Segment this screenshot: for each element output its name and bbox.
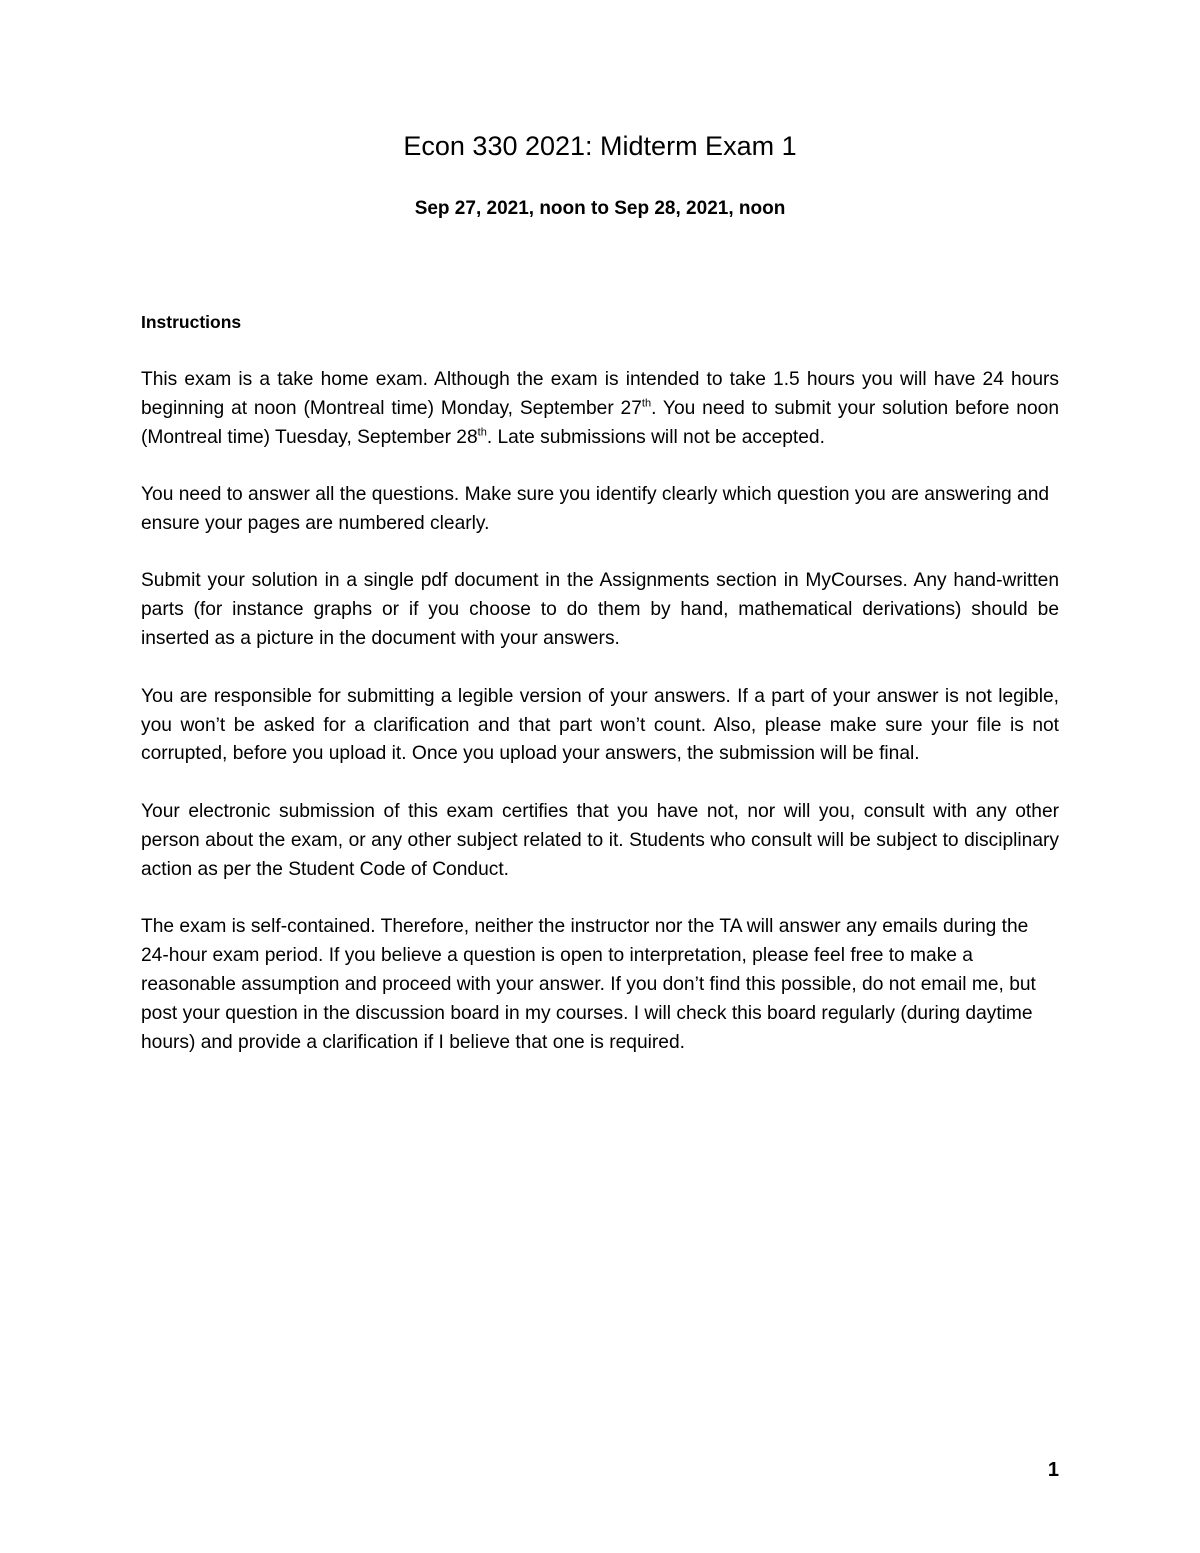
paragraph-take-home-part-b: . You need to submit your solution before noon (Montreal time) Tuesday, September 28	[141, 397, 1059, 448]
instructions-heading: Instructions	[141, 312, 242, 332]
paragraph-submission: Submit your solution in a single pdf document in the Assignments section in MyCourses. Any hand-written parts (for instance graphs or if you choose to do them by hand, mathematical derivations) should be inserted as a picture in the document with your answers.	[141, 570, 1059, 650]
paragraph-answer-all: You need to answer all the questions. Make sure you identify clearly which question you are answering and ensure your pages are numbered clearly.	[141, 484, 1050, 535]
paragraph-self-contained: The exam is self-contained. Therefore, neither the instructor nor the TA will answer any emails during the 24-hour exam period. If you believe a question is open to interpretation, please feel free to make a reasonable assumption and proceed with your answer. If you don’t find this possible, do not email me, but post your question in the discussion board in my courses. I will check this board regularly (during daytime hours) and provide a clarification if I believe that one is required.	[141, 916, 1036, 1053]
document-title: Econ 330 2021: Midterm Exam 1	[403, 131, 797, 161]
paragraph-take-home-part-a: This exam is a take home exam. Although the exam is intended to take 1.5 hours you will have 24 hours beginning at noon (Montreal time) Monday, September 27	[141, 368, 1059, 419]
exam-period: Sep 27, 2021, noon to Sep 28, 2021, noon	[414, 198, 786, 219]
page-number: 1	[1047, 1459, 1059, 1481]
paragraph-legibility: You are responsible for submitting a legible version of your answers. If a part of your answer is not legible, you won’t be asked for a clarification and that part won’t count. Also, please make sure your file is not corrupted, before you upload it. Once you upload your answers, the submission will be final.	[141, 685, 1059, 765]
paragraph-certification: Your electronic submission of this exam certifies that you have not, nor will you, consult with any other person about the exam, or any other subject related to it. Students who consult will be subject to disciplinary action as per the Student Code of Conduct.	[141, 800, 1059, 880]
paragraph-take-home	[141, 366, 1059, 453]
ordinal-suffix: th	[477, 426, 487, 439]
paragraph-take-home-part-c: . Late submissions will not be accepted.	[486, 426, 825, 448]
ordinal-suffix: th	[641, 397, 652, 410]
instructions-section	[141, 308, 1059, 1086]
